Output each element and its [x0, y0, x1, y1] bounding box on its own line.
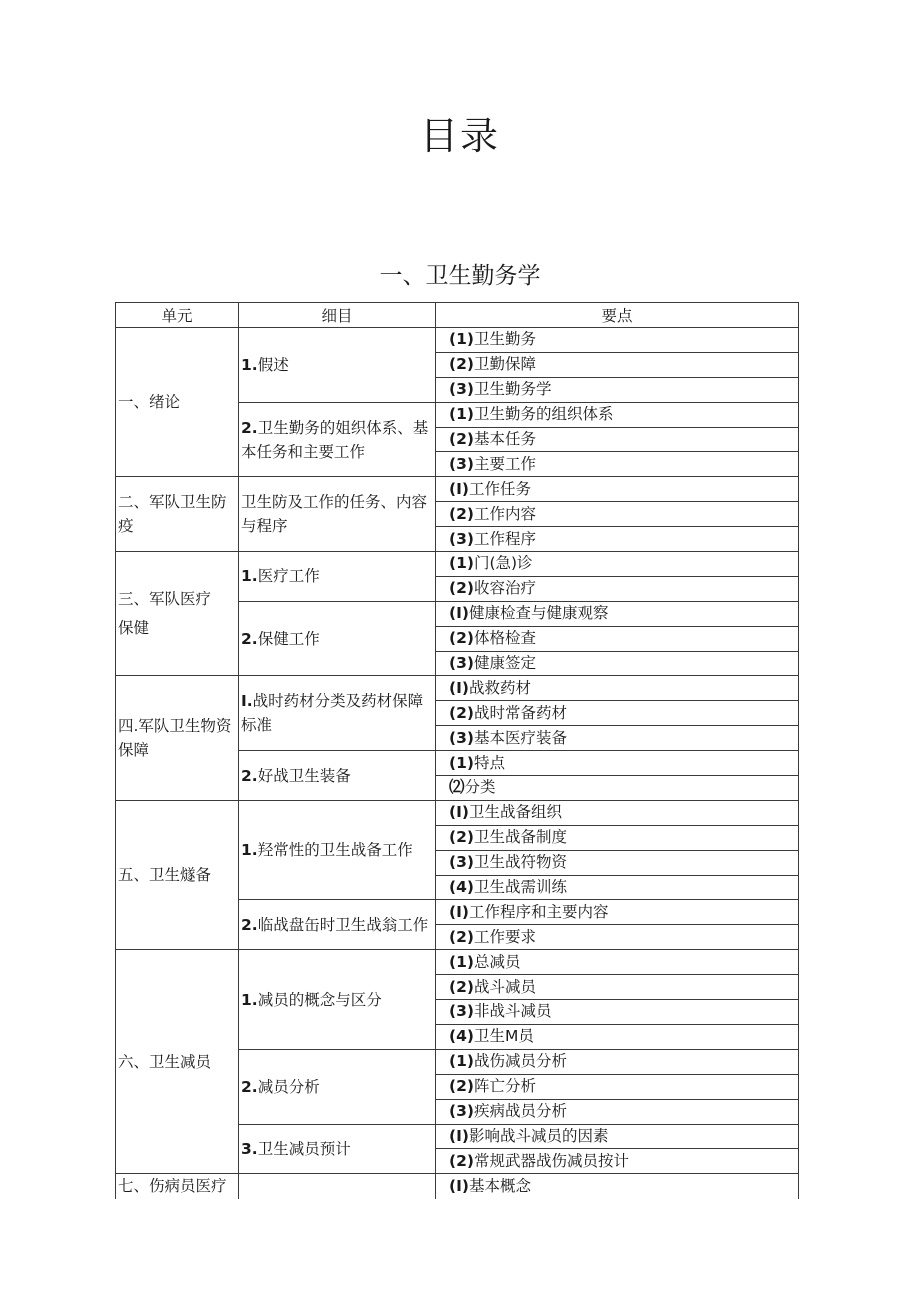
point-text: 基本医疗装备	[473, 728, 567, 747]
point-text: 疾病战员分析	[473, 1102, 567, 1121]
subject-number: 2.	[241, 629, 258, 648]
unit-cell-1	[116, 328, 239, 477]
point-text: 工作程序	[473, 529, 536, 548]
point-number: (3)	[449, 380, 474, 399]
point-cell	[436, 552, 799, 577]
column-header-subject: 细目	[239, 303, 436, 328]
table-row	[116, 950, 799, 975]
subject-cell	[239, 402, 436, 477]
table-row	[116, 477, 799, 502]
subject-text: 卫生防及工作的任务、内容与程序	[241, 493, 428, 536]
point-text: 工作要求	[473, 927, 536, 946]
point-text: 阵亡分析	[473, 1077, 536, 1096]
point-number: (2)	[449, 828, 474, 847]
subject-number: 3.	[241, 1139, 258, 1158]
point-cell	[436, 352, 799, 377]
point-text: 战时常备药材	[473, 703, 567, 722]
table-of-contents	[115, 302, 799, 1199]
point-number: (3)	[449, 728, 474, 747]
subject-cell	[239, 552, 436, 602]
point-cell	[436, 776, 799, 801]
unit-cell-6	[116, 950, 239, 1174]
subject-text: 临战盘缶时卫生战翁工作	[257, 915, 429, 934]
point-cell	[436, 452, 799, 477]
point-text: 总减员	[473, 952, 521, 971]
point-cell	[436, 701, 799, 726]
point-number: (I)	[449, 604, 469, 623]
point-cell	[436, 576, 799, 601]
subject-number: 1.	[241, 841, 258, 860]
point-text: 基本任务	[473, 430, 536, 448]
point-number: (1)	[449, 405, 474, 424]
subject-number: 2.	[241, 1077, 258, 1096]
point-number: (4)	[449, 878, 474, 897]
unit-cell-4	[116, 676, 239, 800]
point-text: 分类	[464, 778, 496, 797]
point-number: (I)	[449, 678, 469, 697]
document-title: 目录	[419, 114, 500, 158]
point-number: (2)	[449, 430, 474, 448]
point-number: (3)	[449, 1002, 474, 1021]
point-text: 卫生勤务	[473, 330, 536, 349]
unit-label: 六、卫生减员	[118, 1052, 212, 1071]
unit-cell-2	[116, 477, 239, 552]
subject-text: 羟常性的卫生战备工作	[257, 841, 413, 860]
subject-cell	[239, 1049, 436, 1124]
subject-text: 保健工作	[257, 629, 320, 648]
point-cell	[436, 1049, 799, 1074]
subject-cell	[239, 800, 436, 900]
subject-number: 1.	[241, 990, 258, 1009]
point-number: (I)	[449, 803, 469, 822]
subject-number: 2.	[241, 766, 258, 785]
table-row	[116, 1174, 799, 1199]
point-cell	[436, 377, 799, 402]
subject-cell	[239, 477, 436, 552]
point-cell	[436, 726, 799, 751]
point-number: (3)	[449, 1102, 474, 1121]
subject-text: 医疗工作	[257, 567, 320, 586]
point-text: 非战斗减员	[473, 1002, 552, 1021]
section-heading: 一、卫生勤务学	[379, 263, 541, 289]
point-text: 战斗减员	[473, 977, 536, 996]
subject-number: 1.	[241, 567, 258, 586]
subject-cell	[239, 950, 436, 1050]
point-text: 影响战斗减员的因素	[468, 1126, 609, 1145]
point-number: ⑵	[449, 778, 465, 797]
point-cell	[436, 527, 799, 552]
point-number: (I)	[449, 1126, 469, 1145]
point-cell	[436, 651, 799, 676]
point-number: (1)	[449, 952, 474, 971]
point-number: (I)	[449, 1176, 469, 1195]
column-header-points: 要点	[436, 303, 799, 328]
point-cell	[436, 975, 799, 1000]
point-number: (2)	[449, 629, 474, 648]
subject-text: 减员的概念与区分	[257, 990, 382, 1009]
subject-text: 好战卫生装备	[257, 766, 351, 785]
subject-cell	[239, 900, 436, 950]
point-text: 健康签定	[473, 654, 536, 673]
unit-label: 三、军队医疗保健	[118, 589, 212, 637]
point-number: (2)	[449, 579, 474, 598]
point-number: (2)	[449, 977, 474, 996]
point-cell	[436, 950, 799, 975]
subject-text: 减员分析	[257, 1077, 320, 1096]
subject-number: 1.	[241, 355, 258, 374]
point-cell	[436, 751, 799, 776]
point-cell	[436, 601, 799, 626]
point-text: 收容治疗	[473, 579, 536, 598]
table-row	[116, 328, 799, 353]
table-row	[116, 800, 799, 825]
point-number: (1)	[449, 554, 474, 573]
table-row	[116, 676, 799, 701]
point-number: (2)	[449, 703, 474, 722]
point-cell	[436, 626, 799, 651]
unit-cell-7	[116, 1174, 239, 1199]
point-text: 卫生勤务学	[473, 380, 552, 399]
subject-text: 假述	[257, 355, 289, 374]
column-header-unit: 单元	[116, 303, 239, 328]
point-text: 卫生战需训练	[473, 878, 567, 897]
subject-cell	[239, 676, 436, 751]
table-row	[116, 552, 799, 577]
subject-cell	[239, 751, 436, 801]
point-cell	[436, 402, 799, 427]
point-text: 体格检查	[473, 629, 536, 648]
point-number: (3)	[449, 654, 474, 673]
subject-number: 2.	[241, 915, 258, 934]
point-text: 特点	[473, 753, 505, 772]
point-number: (I)	[449, 479, 469, 498]
subject-number: I.	[241, 692, 253, 711]
point-text: 工作任务	[468, 479, 531, 498]
point-cell	[436, 1000, 799, 1025]
unit-label: 七、伤病员医疗	[118, 1177, 227, 1196]
point-text: 主要工作	[473, 454, 536, 473]
subject-number: 2.	[241, 418, 258, 437]
subject-cell	[239, 328, 436, 403]
table-header-row	[116, 303, 799, 328]
unit-label: 一、绪论	[118, 393, 181, 412]
unit-cell-3	[116, 552, 239, 676]
point-cell	[436, 1024, 799, 1049]
point-cell	[436, 825, 799, 850]
point-number: (3)	[449, 454, 474, 473]
point-number: (1)	[449, 753, 474, 772]
point-number: (I)	[449, 902, 469, 921]
point-cell	[436, 1099, 799, 1124]
point-text: 基本概念	[468, 1176, 531, 1195]
point-text: 卫生战符物资	[473, 853, 567, 872]
point-cell	[436, 676, 799, 701]
subject-cell	[239, 601, 436, 676]
point-cell	[436, 1074, 799, 1099]
point-text: 卫勤保障	[473, 355, 536, 374]
point-number: (2)	[449, 1151, 474, 1170]
point-number: (1)	[449, 330, 474, 349]
unit-label: 五、卫生燧备	[118, 866, 212, 885]
point-number: (2)	[449, 1077, 474, 1096]
point-text: 门(急)诊	[473, 554, 533, 573]
point-cell	[436, 900, 799, 925]
unit-label: 四.军队卫生物资保障	[118, 717, 232, 760]
subject-text: 卫生减员预计	[257, 1139, 351, 1158]
unit-cell-5	[116, 800, 239, 949]
subject-cell	[239, 1174, 436, 1199]
point-cell	[436, 925, 799, 950]
point-text: 常规武器战伤减员按计	[473, 1151, 629, 1170]
point-cell	[436, 1124, 799, 1149]
point-cell	[436, 427, 799, 452]
point-text: 卫生M员	[473, 1027, 534, 1046]
point-text: 卫生勤务的组织体系	[473, 405, 614, 424]
point-text: 卫生战备制度	[473, 828, 567, 847]
subject-text: 卫生勤务的姐织体系、基本任务和主要工作	[241, 418, 429, 461]
unit-label: 二、军队卫生防疫	[118, 493, 227, 536]
point-number: (2)	[449, 355, 474, 374]
point-text: 战救药材	[468, 678, 531, 697]
point-number: (3)	[449, 853, 474, 872]
point-number: (3)	[449, 529, 474, 548]
point-cell	[436, 477, 799, 502]
point-number: (1)	[449, 1052, 474, 1071]
point-text: 工作内容	[473, 504, 536, 523]
point-text: 健康检查与健康观察	[468, 604, 609, 623]
point-cell	[436, 850, 799, 875]
point-cell	[436, 1149, 799, 1174]
table-body	[116, 328, 799, 1199]
point-cell	[436, 328, 799, 353]
point-cell	[436, 800, 799, 825]
point-number: (4)	[449, 1027, 474, 1046]
point-cell	[436, 502, 799, 527]
point-number: (2)	[449, 927, 474, 946]
point-number: (2)	[449, 504, 474, 523]
point-cell	[436, 875, 799, 900]
point-cell	[436, 1174, 799, 1199]
subject-text: 战时药材分类及药材保障标准	[241, 692, 424, 735]
point-text: 卫生战备组织	[468, 803, 562, 822]
point-text: 工作程序和主要内容	[468, 902, 609, 921]
subject-cell	[239, 1124, 436, 1174]
point-text: 战伤减员分析	[473, 1052, 567, 1071]
